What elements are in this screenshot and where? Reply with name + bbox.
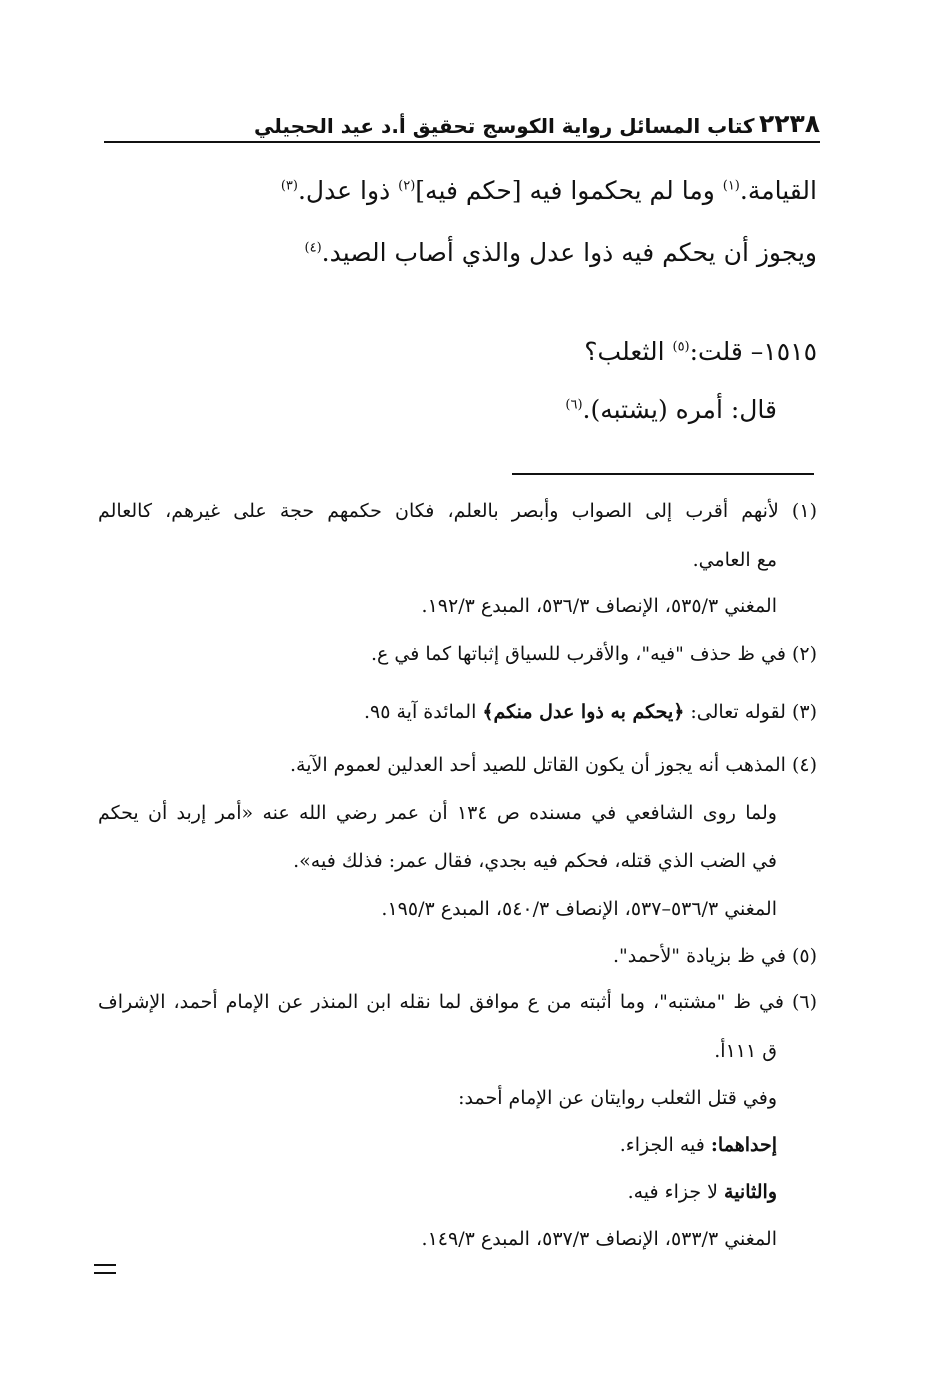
footnote-4-line-1: (٤) المذهب أنه يجوز أن يكون القاتل للصيد أحد العدلين لعموم الآية. <box>289 754 817 776</box>
footnote-6-line-6: المغني ٥٣٣/٣، الإنصاف ٥٣٧/٣، المبدع ١٤٩/٣. <box>421 1228 777 1250</box>
footnote-1-line-2: مع العامي. <box>692 549 777 571</box>
footnote-5: (٥) في ظ بزيادة "لأحمد". <box>612 945 817 967</box>
page-end-mark <box>94 1264 116 1274</box>
footnote-1-line-3: المغني ٥٣٥/٣، الإنصاف ٥٣٦/٣، المبدع ١٩٢/٣. <box>421 595 777 617</box>
footnote-ref-1: (١) <box>722 178 740 194</box>
footnote-ref-3: (٣) <box>280 178 298 194</box>
footnote-separator <box>512 473 814 475</box>
header-rule <box>104 141 820 143</box>
question-line: ١٥١٥– قلت:$^{(٥)}$ الثعلب؟ <box>584 337 817 366</box>
footnote-ref-6: (٦) <box>565 397 583 413</box>
answer-line: قال: أمره (يشتبه).$^{(٦)}$ <box>565 395 777 424</box>
footnote-3: (٣) لقوله تعالى: ﴿يحكم به ذوا عدل منكم﴾ المائدة آية ٩٥. <box>363 701 817 723</box>
main-text-line-1: القيامة.$^{(١)}$ وما لم يحكموا فيه [حكم فيه]$^{(٢)}$ ذوا عدل.$^{(٣)}$ <box>280 176 817 205</box>
footnote-6-line-4: إحداهما: فيه الجزاء. <box>619 1134 777 1156</box>
running-title: كتاب المسائل رواية الكوسج تحقيق أ.د عيد الحجيلي <box>254 114 755 138</box>
footnote-2: (٢) في ظ حذف "فيه"، والأقرب للسياق إثباتها كما في ع. <box>370 643 817 665</box>
footnote-6-line-1: (٦) في ظ "مشتبه"، وما أثبته من ع موافق لما نقله ابن المنذر عن الإمام أحمد، الإشراف <box>98 991 817 1013</box>
footnote-6-line-2: ق ١١١أ. <box>714 1040 777 1062</box>
footnote-ref-2: (٢) <box>398 178 416 194</box>
quran-verse: ﴿يحكم به ذوا عدل منكم﴾ <box>482 701 685 723</box>
footnote-6-line-3: وفي قتل الثعلب روايتان عن الإمام أحمد: <box>458 1087 777 1109</box>
footnote-6-line-5: والثانية لا جزاء فيه. <box>627 1181 777 1203</box>
footnote-1-line-1: (١) لأنهم أقرب إلى الصواب وأبصر بالعلم، فكان حكمهم حجة على غيرهم، كالعالم <box>98 500 817 522</box>
footnote-4-line-4: المغني ٥٣٦/٣–٥٣٧، الإنصاف ٥٤٠/٣، المبدع ١٩٥/٣. <box>381 898 777 920</box>
page-number: ٢٢٣٨ <box>758 109 820 138</box>
footnote-4-line-3: في الضب الذي قتله، فحكم فيه بجدي، فقال عمر: فذلك فيه». <box>293 850 777 872</box>
footnote-ref-5: (٥) <box>672 339 690 355</box>
footnote-ref-4: (٤) <box>304 240 322 256</box>
main-text-line-2: ويجوز أن يحكم فيه ذوا عدل والذي أصاب الصيد.$^{(٤)}$ <box>304 238 817 267</box>
footnote-4-line-2: ولما روى الشافعي في مسنده ص ١٣٤ أن عمر رضي الله عنه «أمر إربد أن يحكم <box>98 802 777 824</box>
page-header <box>104 98 820 138</box>
